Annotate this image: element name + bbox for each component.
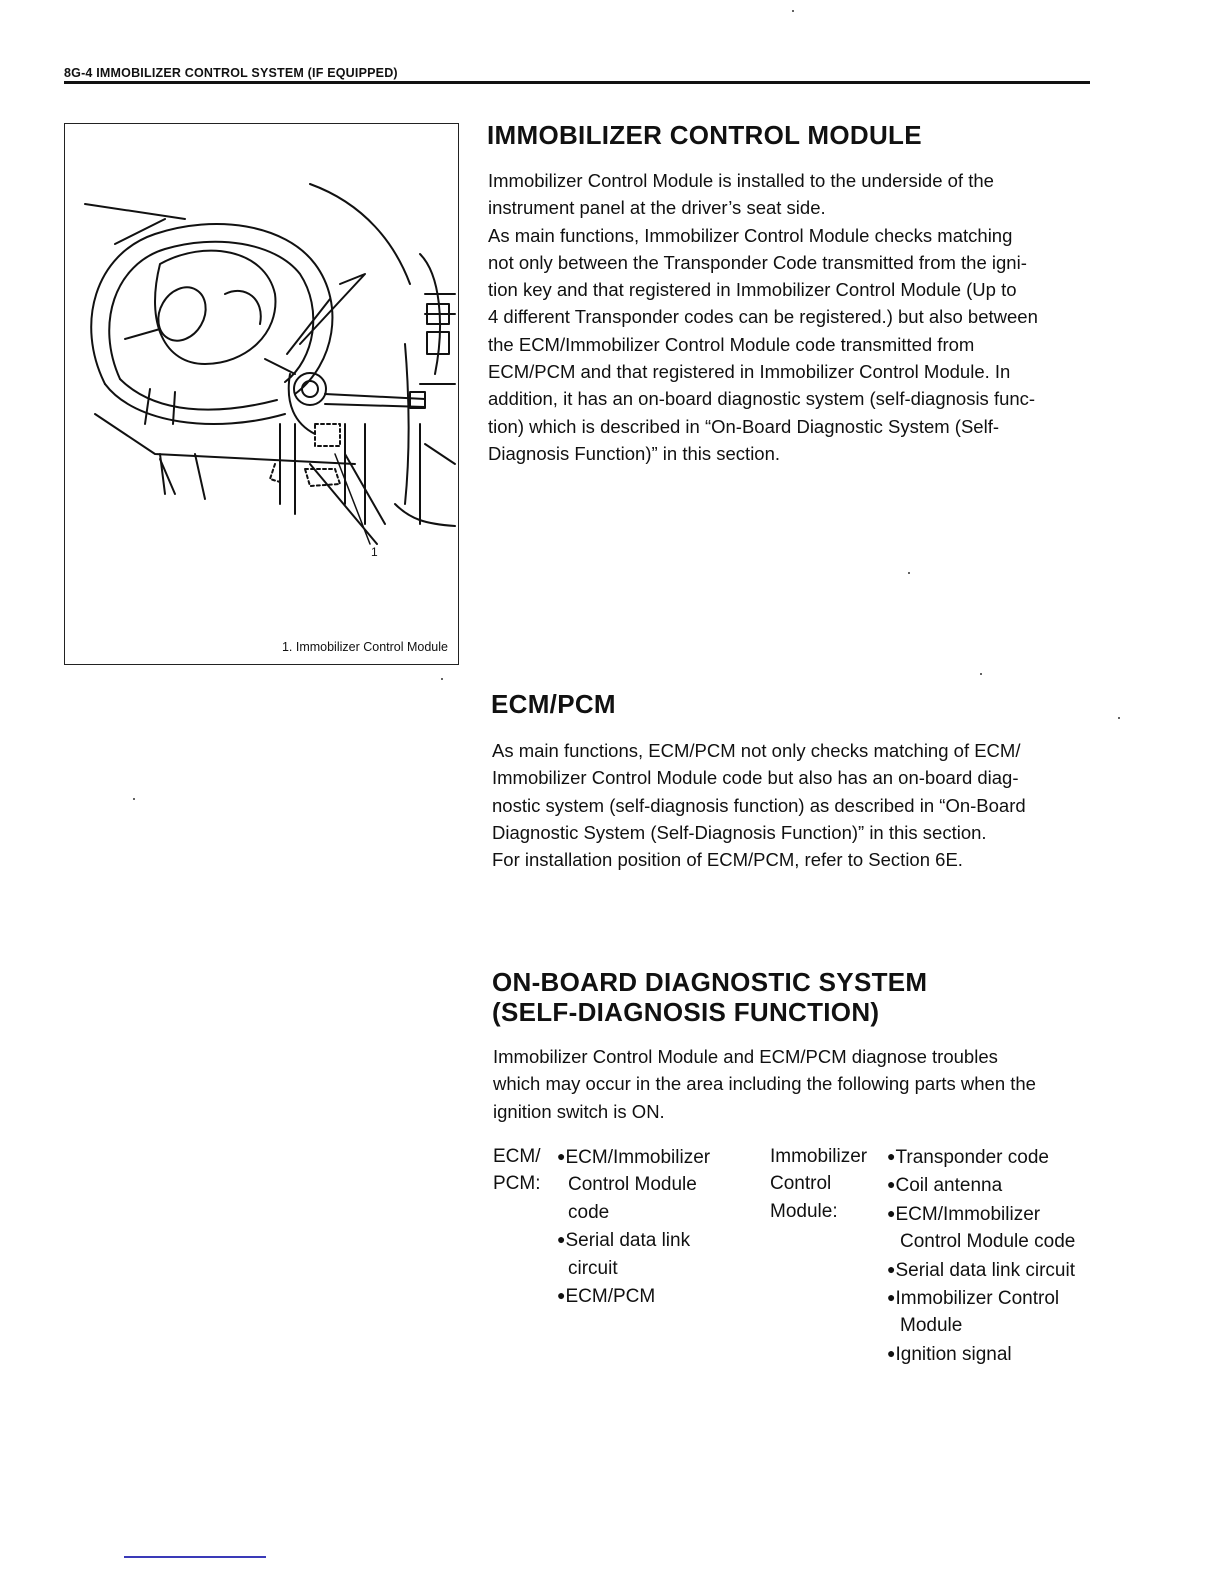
header-rule <box>64 81 1090 84</box>
scan-speck <box>441 678 443 680</box>
list-item-continued: Module <box>900 1315 963 1337</box>
bullet-icon: ● <box>557 1148 566 1164</box>
bullet-icon: ● <box>887 1176 896 1193</box>
figure-caption: 1. Immobilizer Control Module <box>281 640 448 654</box>
bullet-icon: ● <box>887 1289 896 1306</box>
paragraph-line: ignition switch is ON. <box>493 1100 665 1122</box>
paragraph-line: Immobilizer Control Module is installed to the underside of the <box>488 170 994 191</box>
ecm-pcm-items <box>557 1143 710 1310</box>
list-item: ●Ignition signal <box>887 1343 1012 1365</box>
section-title-obd-line1: ON-BOARD DIAGNOSTIC SYSTEM <box>492 967 928 997</box>
scan-speck <box>908 572 910 574</box>
paragraph-line: addition, it has an on-board diagnostic system (self-diagnosis func- <box>488 388 1036 410</box>
scan-speck <box>1118 717 1120 719</box>
paragraph-line: For installation position of ECM/PCM, refer to Section 6E. <box>492 849 963 871</box>
paragraph-line: tion key and that registered in Immobilizer Control Module (Up to <box>488 279 1017 301</box>
paragraph-line: 4 different Transponder codes can be registered.) but also between <box>488 306 1038 328</box>
paragraph-line: the ECM/Immobilizer Control Module code transmitted from <box>488 333 975 355</box>
list-item-continued: circuit <box>568 1257 618 1279</box>
paragraph-ecm <box>492 737 1096 873</box>
footer-rule <box>124 1556 266 1558</box>
paragraph-line: Immobilizer Control Module code but also has an on-board diag- <box>492 767 1019 789</box>
list-item: ●Transponder code <box>887 1147 1049 1168</box>
bullet-icon: ● <box>557 1287 566 1304</box>
bullet-icon: ● <box>887 1148 896 1164</box>
list-item: ●Coil antenna <box>887 1175 1003 1197</box>
ecm-pcm-label-line: PCM: <box>493 1173 541 1195</box>
section-title-obd-line2: (SELF-DIAGNOSIS FUNCTION) <box>492 997 880 1027</box>
list-item-continued: code <box>568 1201 610 1223</box>
list-item: ●ECM/PCM <box>557 1286 656 1308</box>
steering-column-illustration <box>65 124 457 663</box>
paragraph-line: As main functions, ECM/PCM not only checks matching of ECM/ <box>492 740 1021 761</box>
scan-speck <box>792 10 794 12</box>
paragraph-line: Diagnosis Function)” in this section. <box>488 442 781 464</box>
paragraph-icm <box>488 167 1092 467</box>
figure-callout-number: 1 <box>371 545 378 559</box>
list-item: ●ECM/Immobilizer <box>887 1203 1041 1225</box>
bullet-icon: ● <box>887 1344 896 1361</box>
section-title-icm: IMMOBILIZER CONTROL MODULE <box>487 120 922 150</box>
icm-label <box>770 1143 867 1225</box>
figure-box <box>64 123 459 665</box>
paragraph-line: tion) which is described in “On-Board Diagnostic System (Self- <box>488 415 999 437</box>
icm-label-line: Control <box>770 1173 832 1195</box>
bullet-icon: ● <box>557 1231 566 1248</box>
list-item: ●ECM/Immobilizer <box>557 1147 711 1168</box>
paragraph-line: Diagnostic System (Self-Diagnosis Function)” in this section. <box>492 821 987 843</box>
paragraph-line: ECM/PCM and that registered in Immobilizer Control Module. In <box>488 361 1011 383</box>
icm-label-line: Immobilizer <box>770 1146 868 1167</box>
list-item-continued: Control Module <box>568 1174 697 1196</box>
list-item: ●Immobilizer Control <box>887 1288 1060 1310</box>
icm-items <box>887 1143 1075 1368</box>
list-item-continued: Control Module code <box>900 1231 1076 1253</box>
list-item: ●Serial data link <box>557 1230 691 1252</box>
list-item: ●Serial data link circuit <box>887 1259 1075 1281</box>
paragraph-line: not only between the Transponder Code transmitted from the igni- <box>488 251 1027 273</box>
paragraph-line: nostic system (self-diagnosis function) as described in “On-Board <box>492 794 1026 816</box>
ecm-pcm-label-line: ECM/ <box>493 1146 541 1167</box>
section-title-obd <box>492 967 927 1027</box>
running-header: 8G-4 IMMOBILIZER CONTROL SYSTEM (IF EQUIPPED) <box>64 66 398 80</box>
ecm-pcm-label <box>493 1143 541 1198</box>
paragraph-line: which may occur in the area including the following parts when the <box>493 1073 1036 1095</box>
bullet-icon: ● <box>887 1260 896 1277</box>
bullet-icon: ● <box>887 1204 896 1221</box>
paragraph-line: As main functions, Immobilizer Control Module checks matching <box>488 224 1013 246</box>
scan-speck <box>980 673 982 675</box>
paragraph-obd <box>493 1043 1097 1125</box>
scan-speck <box>133 798 135 800</box>
paragraph-line: instrument panel at the driver’s seat side. <box>488 197 826 219</box>
section-title-ecm: ECM/PCM <box>491 689 616 719</box>
paragraph-line: Immobilizer Control Module and ECM/PCM diagnose troubles <box>493 1046 998 1067</box>
icm-label-line: Module: <box>770 1200 838 1222</box>
